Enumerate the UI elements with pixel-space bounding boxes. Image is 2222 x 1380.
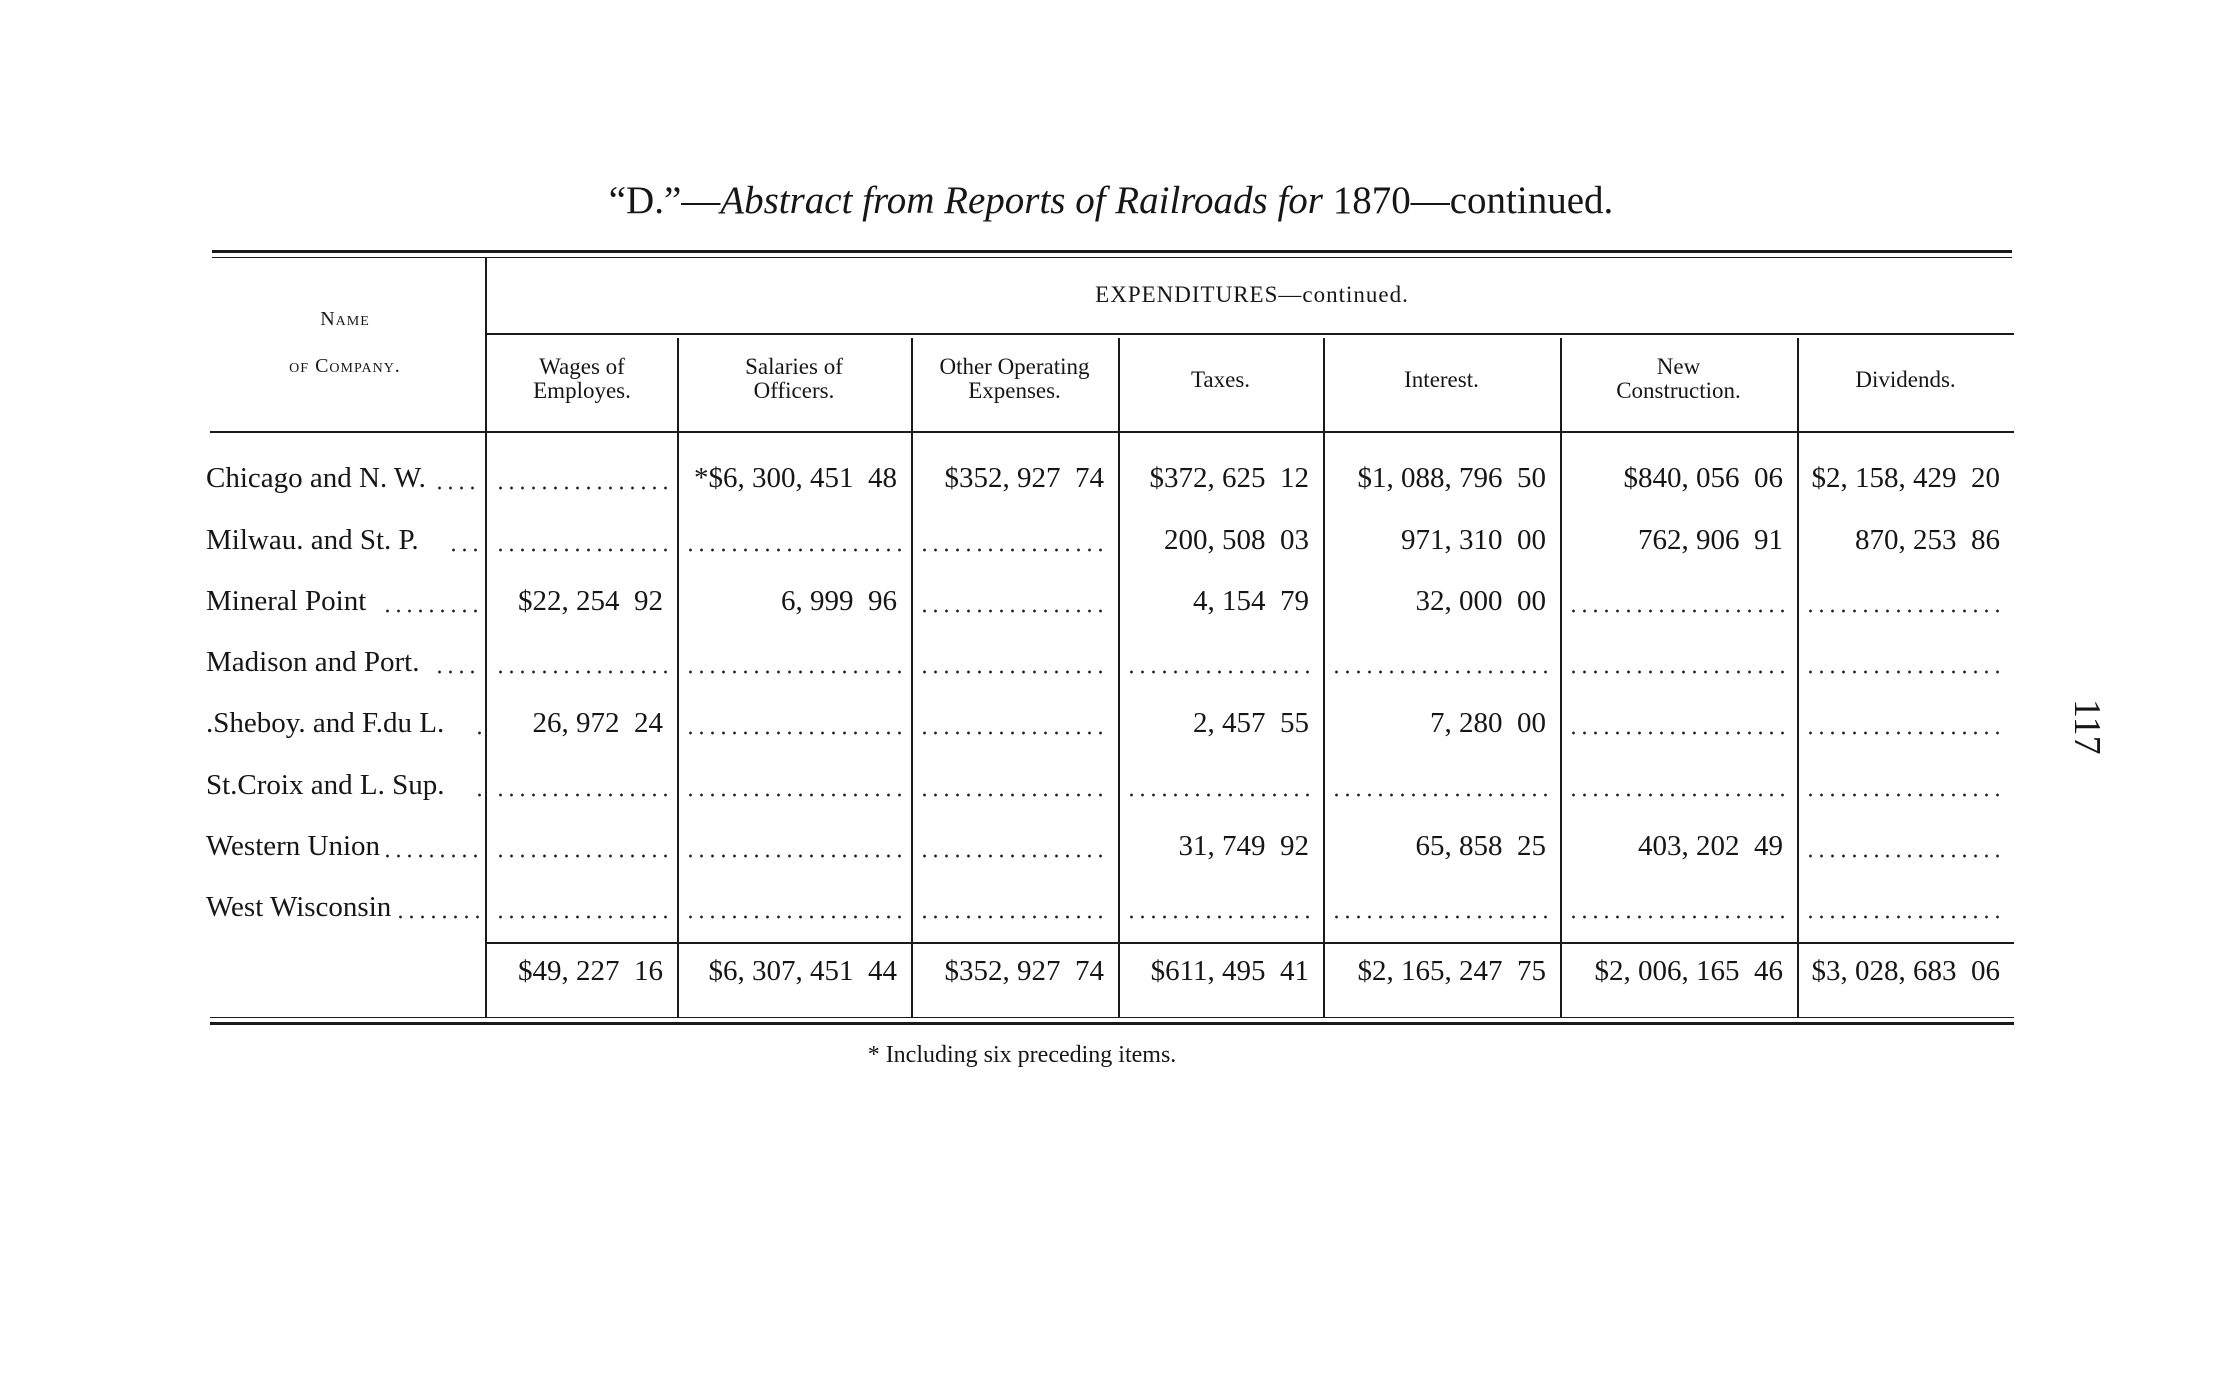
name-dot-leader bbox=[474, 791, 482, 799]
title-year: 1870 bbox=[1332, 179, 1411, 222]
empty-cell-dots bbox=[1331, 668, 1552, 676]
total-cell: $611, 495 41 bbox=[1150, 955, 1309, 987]
empty-cell-dots bbox=[1126, 791, 1315, 799]
page-number: 117 bbox=[2066, 699, 2108, 755]
empty-cell-dots bbox=[1805, 668, 2006, 676]
empty-cell-dots bbox=[1805, 913, 2006, 921]
empty-cell-dots bbox=[1568, 913, 1789, 921]
name-header-line2: of Company. bbox=[289, 355, 401, 377]
empty-cell-dots bbox=[919, 913, 1110, 921]
column-divider bbox=[1797, 338, 1799, 1018]
empty-cell-dots bbox=[495, 852, 669, 860]
empty-cell-dots bbox=[685, 729, 903, 737]
empty-cell-dots bbox=[1568, 668, 1789, 676]
empty-cell-dots bbox=[919, 729, 1110, 737]
column-header-1 bbox=[677, 355, 911, 403]
total-cell: $2, 006, 165 46 bbox=[1594, 955, 1783, 987]
totals-rule bbox=[487, 942, 2014, 944]
empty-cell-dots bbox=[495, 484, 669, 492]
name-dot-leader bbox=[434, 668, 482, 676]
empty-cell-dots bbox=[685, 791, 903, 799]
name-dot-leader bbox=[382, 852, 482, 860]
top-rule-thin bbox=[212, 257, 2012, 258]
empty-cell-dots bbox=[685, 913, 903, 921]
total-cell: $6, 307, 451 44 bbox=[708, 955, 897, 987]
column-header-line1: New bbox=[1656, 354, 1701, 379]
column-divider bbox=[1118, 338, 1120, 1018]
name-header-line1: Name bbox=[320, 308, 370, 330]
empty-cell-dots bbox=[495, 546, 669, 554]
expenditures-group-header: EXPENDITURES—continued. bbox=[1095, 282, 1409, 307]
empty-cell-dots bbox=[1805, 607, 2006, 615]
table-cell: 971, 310 00 bbox=[1401, 524, 1546, 556]
empty-cell-dots bbox=[919, 791, 1110, 799]
column-header-0 bbox=[487, 355, 677, 403]
row-company-name: St.Croix and L. Sup. bbox=[206, 769, 445, 801]
table-cell: 4, 154 79 bbox=[1193, 585, 1309, 617]
name-dot-leader bbox=[395, 913, 482, 921]
name-dot-leader bbox=[382, 607, 482, 615]
column-header-2 bbox=[911, 355, 1118, 403]
column-header-line2: Employes. bbox=[533, 378, 631, 403]
row-company-name: Madison and Port. bbox=[206, 646, 420, 678]
empty-cell-dots bbox=[495, 791, 669, 799]
empty-cell-dots bbox=[1568, 607, 1789, 615]
table-cell: $2, 158, 429 20 bbox=[1811, 462, 2000, 494]
table-cell: 762, 906 91 bbox=[1638, 524, 1783, 556]
table-cell: 31, 749 92 bbox=[1178, 830, 1309, 862]
empty-cell-dots bbox=[685, 546, 903, 554]
table-cell: $840, 056 06 bbox=[1623, 462, 1783, 494]
empty-cell-dots bbox=[919, 852, 1110, 860]
column-divider bbox=[1323, 338, 1325, 1018]
table-cell: 6, 999 96 bbox=[781, 585, 897, 617]
table-cell: 870, 253 86 bbox=[1855, 524, 2000, 556]
column-divider bbox=[911, 338, 913, 1018]
column-header-line1: Dividends. bbox=[1855, 367, 1956, 392]
empty-cell-dots bbox=[1568, 729, 1789, 737]
bottom-rule-thick bbox=[210, 1022, 2014, 1025]
table-cell: $22, 254 92 bbox=[518, 585, 663, 617]
total-cell: $49, 227 16 bbox=[518, 955, 663, 987]
column-divider bbox=[1560, 338, 1562, 1018]
row-company-name: Chicago and N. W. bbox=[206, 462, 426, 494]
total-cell: $352, 927 74 bbox=[944, 955, 1104, 987]
table-cell: 2, 457 55 bbox=[1193, 707, 1309, 739]
table-cell: $372, 625 12 bbox=[1149, 462, 1309, 494]
column-divider bbox=[677, 338, 679, 1018]
empty-cell-dots bbox=[1805, 729, 2006, 737]
row-company-name: Milwau. and St. P. bbox=[206, 524, 419, 556]
top-rule-thick bbox=[212, 250, 2012, 253]
empty-cell-dots bbox=[685, 668, 903, 676]
page-title bbox=[0, 178, 2222, 223]
table-cell: $1, 088, 796 50 bbox=[1357, 462, 1546, 494]
column-header-3 bbox=[1118, 368, 1323, 392]
name-dot-leader bbox=[474, 729, 482, 737]
row-company-name: West Wisconsin bbox=[206, 891, 392, 923]
row-company-name: Western Union bbox=[206, 830, 381, 862]
empty-cell-dots bbox=[1126, 913, 1315, 921]
empty-cell-dots bbox=[1805, 852, 2006, 860]
title-prefix: “D.”— bbox=[608, 179, 721, 222]
column-header-6 bbox=[1797, 368, 2014, 392]
table-cell: 65, 858 25 bbox=[1415, 830, 1546, 862]
column-header-line2: Construction. bbox=[1616, 378, 1741, 403]
empty-cell-dots bbox=[919, 668, 1110, 676]
title-italic: Abstract from Reports of Railroads for bbox=[720, 179, 1323, 222]
row-company-name: Mineral Point bbox=[206, 585, 367, 617]
column-header-line1: Wages of bbox=[539, 354, 625, 379]
empty-cell-dots bbox=[495, 913, 669, 921]
bottom-rule-thin bbox=[210, 1017, 2014, 1018]
empty-cell-dots bbox=[1331, 791, 1552, 799]
table-cell: 403, 202 49 bbox=[1638, 830, 1783, 862]
name-dot-leader bbox=[448, 546, 482, 554]
column-header-line1: Other Operating bbox=[939, 354, 1090, 379]
table-cell: 200, 508 03 bbox=[1164, 524, 1309, 556]
title-suffix: —continued. bbox=[1410, 179, 1614, 222]
table-cell: 32, 000 00 bbox=[1415, 585, 1546, 617]
footnote: * Including six preceding items. bbox=[867, 1042, 1177, 1068]
empty-cell-dots bbox=[685, 852, 903, 860]
empty-cell-dots bbox=[495, 668, 669, 676]
table-cell: 7, 280 00 bbox=[1430, 707, 1546, 739]
empty-cell-dots bbox=[919, 546, 1110, 554]
table-cell: 26, 972 24 bbox=[532, 707, 663, 739]
column-header-rule bbox=[210, 431, 2014, 433]
row-company-name: .Sheboy. and F.du L. bbox=[206, 707, 445, 739]
column-header-5 bbox=[1560, 355, 1797, 403]
empty-cell-dots bbox=[1568, 791, 1789, 799]
total-cell: $2, 165, 247 75 bbox=[1357, 955, 1546, 987]
empty-cell-dots bbox=[1331, 913, 1552, 921]
empty-cell-dots bbox=[1805, 791, 2006, 799]
empty-cell-dots bbox=[919, 607, 1110, 615]
column-header-line1: Salaries of bbox=[745, 354, 843, 379]
empty-cell-dots bbox=[1126, 668, 1315, 676]
name-dot-leader bbox=[434, 484, 482, 492]
table-cell: *$6, 300, 451 48 bbox=[694, 462, 897, 494]
column-header-line2: Officers. bbox=[753, 378, 835, 403]
column-header-line1: Interest. bbox=[1404, 367, 1479, 392]
column-header-line2: Expenses. bbox=[968, 378, 1061, 403]
column-header-line1: Taxes. bbox=[1190, 367, 1251, 392]
column-header-4 bbox=[1323, 368, 1560, 392]
total-cell: $3, 028, 683 06 bbox=[1811, 955, 2000, 987]
group-header-rule bbox=[487, 333, 2014, 335]
table-cell: $352, 927 74 bbox=[944, 462, 1104, 494]
